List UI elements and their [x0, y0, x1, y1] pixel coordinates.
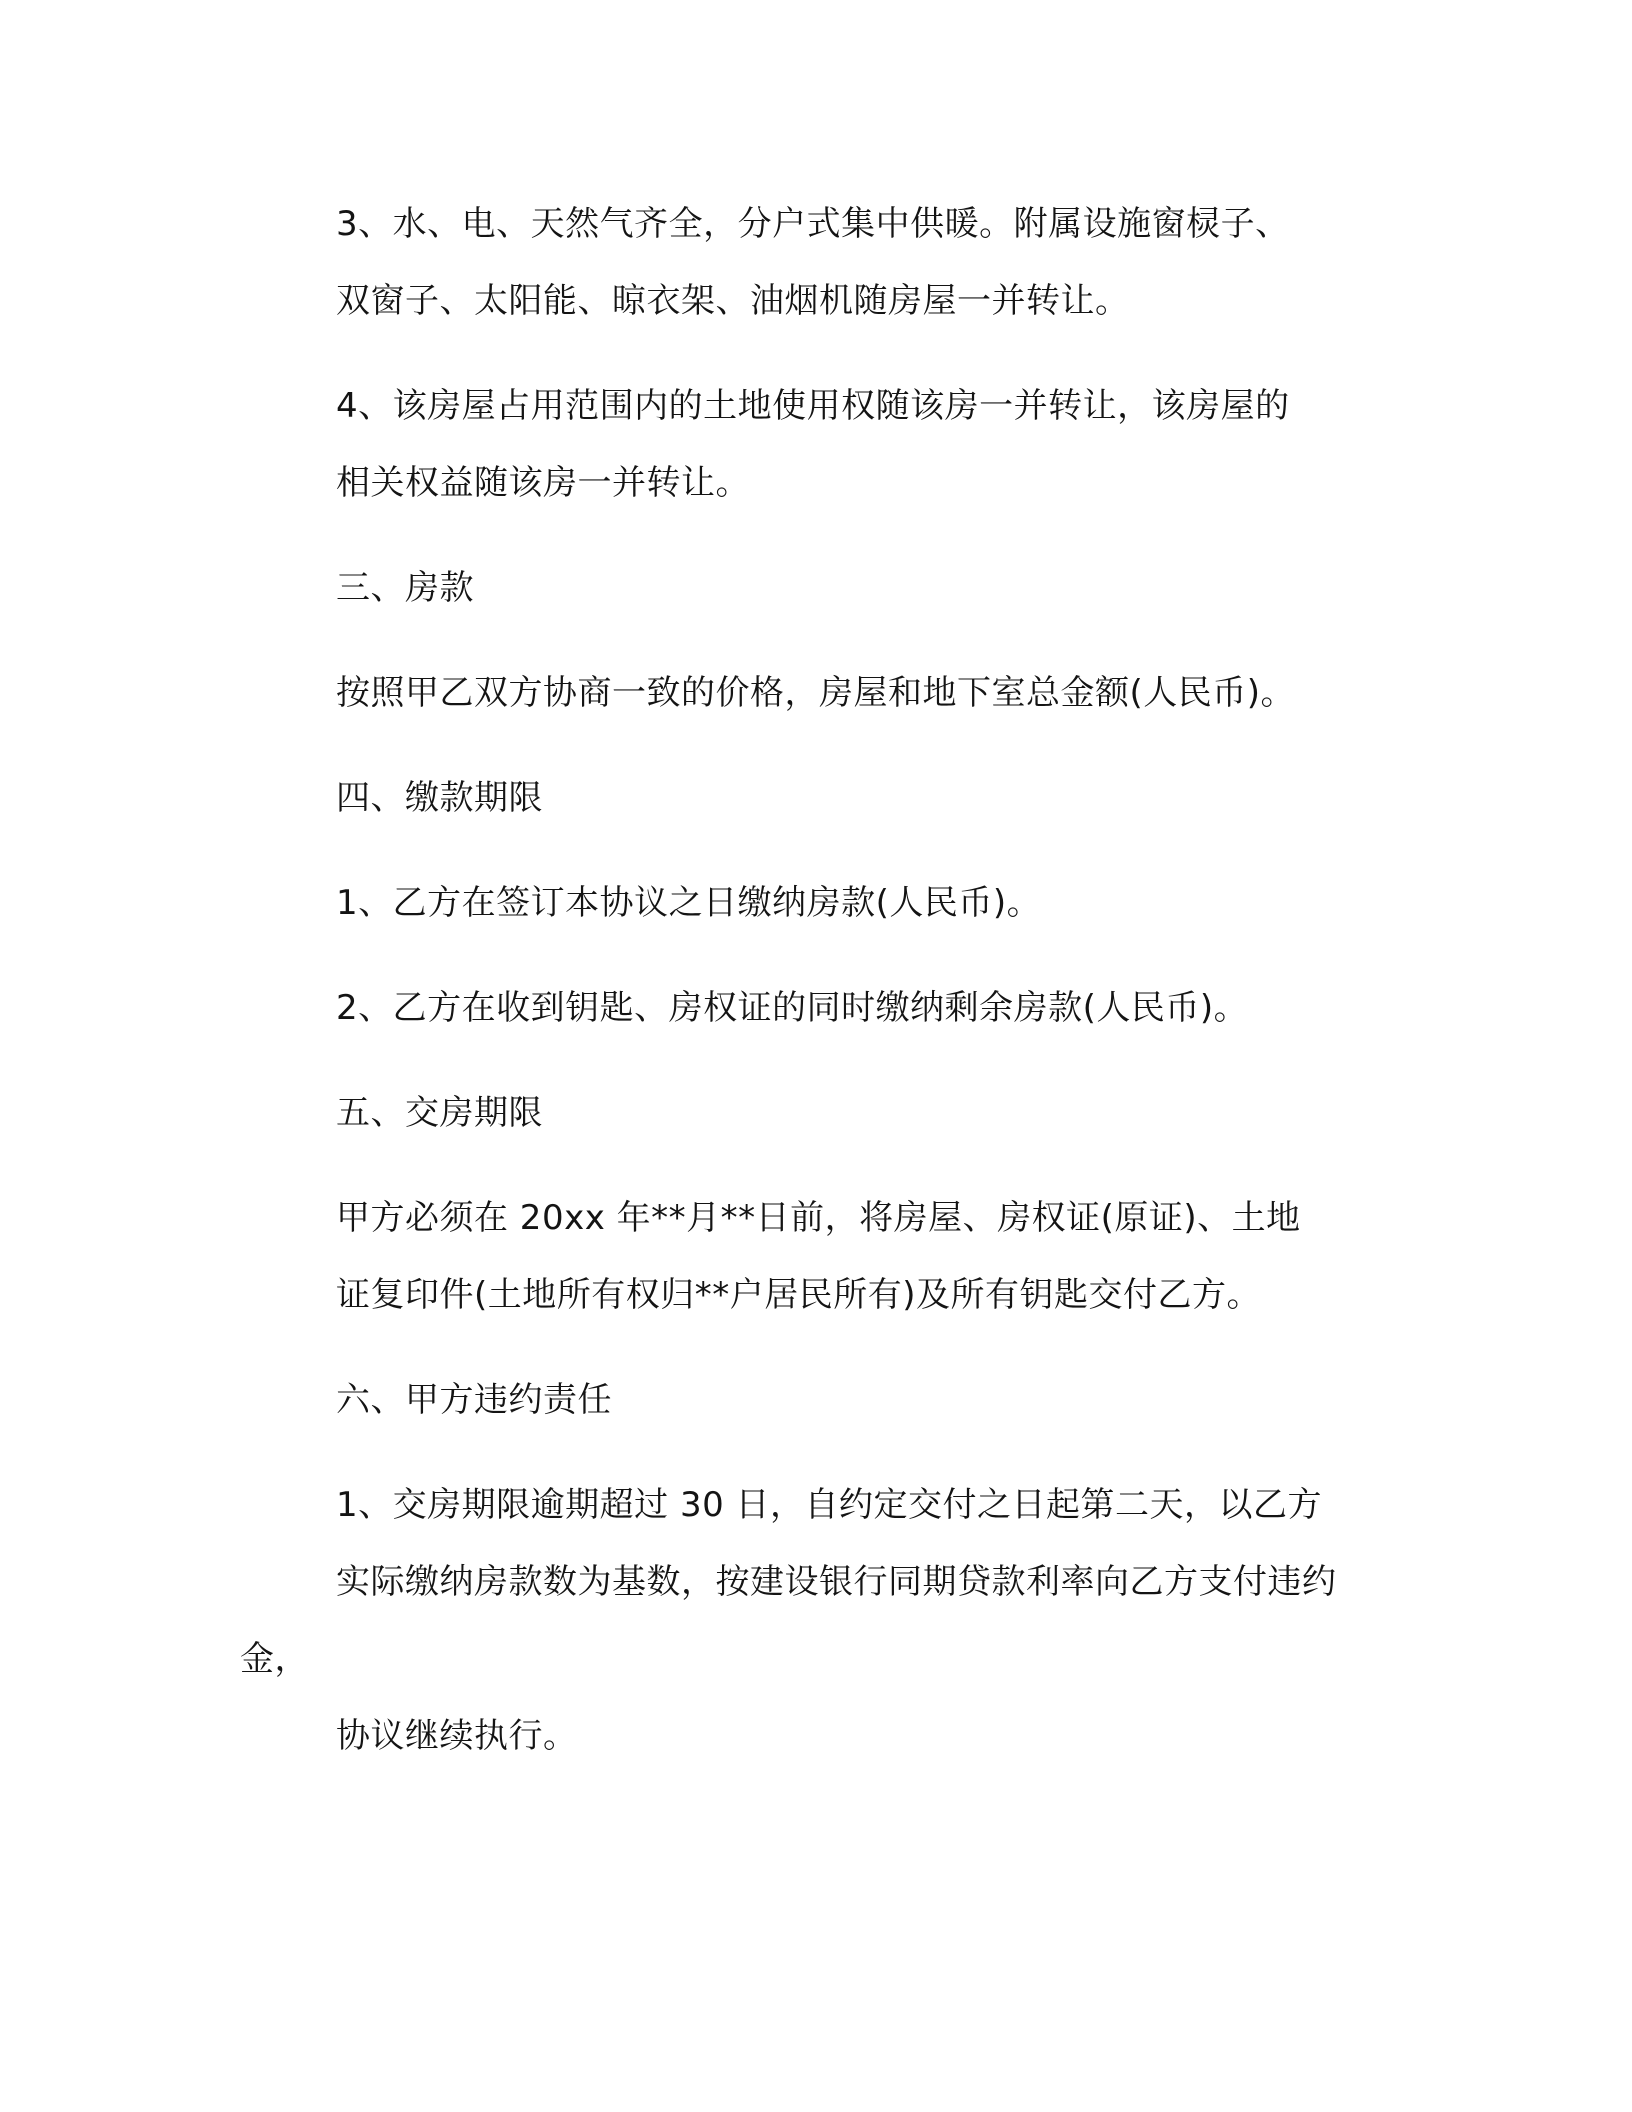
heading-text: 五、交房期限: [336, 1093, 543, 1133]
text-line: 2、乙方在收到钥匙、房权证的同时缴纳剩余房款(人民币)。: [336, 988, 1249, 1028]
paragraph-handover: [240, 1180, 1390, 1334]
text-line: 证复印件(土地所有权归**户居民所有)及所有钥匙交付乙方。: [336, 1275, 1262, 1315]
section-heading-payment: [240, 550, 1390, 627]
section-heading-handover-deadline: [240, 1075, 1390, 1152]
document-body: [240, 186, 1390, 1775]
section-heading-payment-deadline: [240, 760, 1390, 837]
heading-text: 六、甲方违约责任: [336, 1380, 612, 1420]
paragraph-late-handover-penalty: [240, 1467, 1390, 1775]
heading-text: 四、缴款期限: [336, 778, 543, 818]
text-line: 3、水、电、天然气齐全，分户式集中供暖。附属设施窗棂子、: [336, 204, 1290, 244]
paragraph-price: [240, 655, 1390, 732]
text-line: 甲方必须在 20xx 年**月**日前，将房屋、房权证(原证)、土地: [336, 1198, 1301, 1238]
text-line: 实际缴纳房款数为基数，按建设银行同期贷款利率向乙方支付违约金，: [240, 1562, 1337, 1679]
text-line: 1、交房期限逾期超过 30 日，自约定交付之日起第二天，以乙方: [336, 1485, 1323, 1525]
text-line: 按照甲乙双方协商一致的价格，房屋和地下室总金额(人民币)。: [336, 673, 1296, 713]
text-line: 1、乙方在签订本协议之日缴纳房款(人民币)。: [336, 883, 1042, 923]
section-heading-party-a-liability: [240, 1362, 1390, 1439]
paragraph-utilities: [240, 186, 1390, 340]
paragraph-land-rights: [240, 368, 1390, 522]
paragraph-remaining-payment: [240, 970, 1390, 1047]
paragraph-initial-payment: [240, 865, 1390, 942]
text-line: 双窗子、太阳能、晾衣架、油烟机随房屋一并转让。: [336, 281, 1130, 321]
text-line: 4、该房屋占用范围内的土地使用权随该房一并转让，该房屋的: [336, 386, 1290, 426]
heading-text: 三、房款: [336, 568, 474, 608]
text-line: 协议继续执行。: [336, 1716, 578, 1756]
text-line: 相关权益随该房一并转让。: [336, 463, 750, 503]
